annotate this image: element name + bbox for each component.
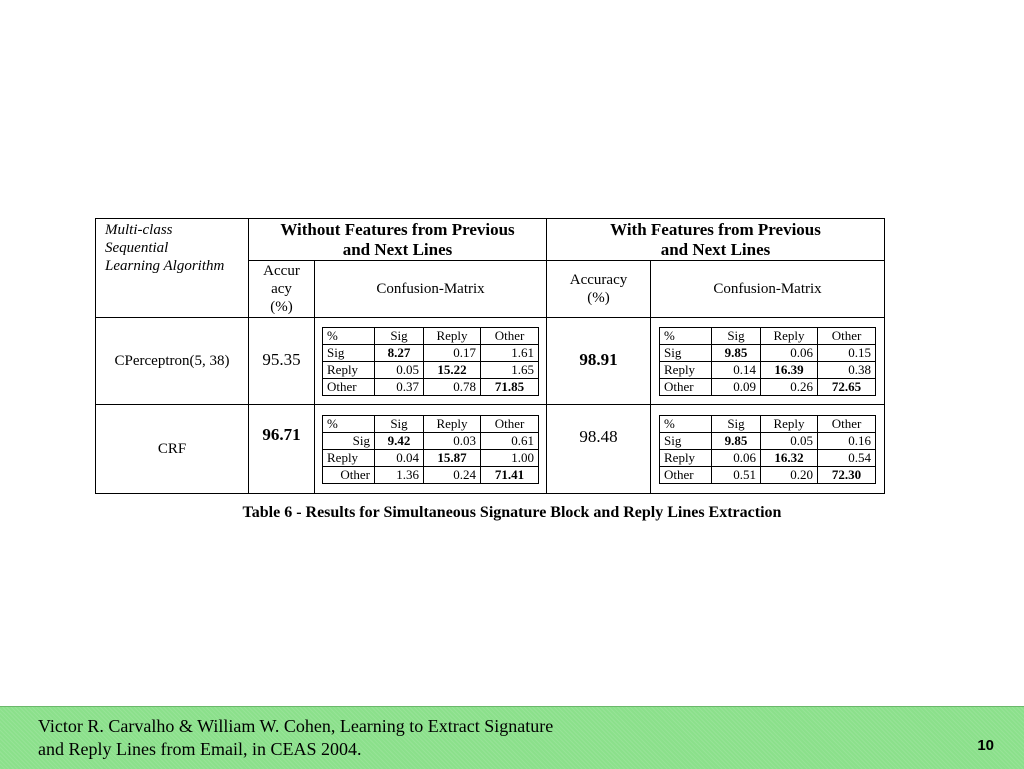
cm-value: 1.00	[481, 449, 539, 466]
cm-value: 16.39	[761, 361, 818, 378]
confusion-matrix-header-without: Confusion-Matrix	[315, 261, 547, 318]
slide-footer	[0, 706, 1024, 769]
cm-row-label: Sig	[323, 344, 375, 361]
cm-value: 0.38	[818, 361, 876, 378]
algo-header-line-3: Learning Algorithm	[105, 258, 225, 274]
cm-header-cell: Sig	[375, 327, 424, 344]
acc-without-line-3: (%)	[270, 299, 293, 315]
acc-without-line-2: acy	[271, 281, 292, 297]
cm-value: 0.09	[712, 378, 761, 395]
cm-value: 0.61	[481, 432, 539, 449]
citation-line-2: and Reply Lines from Email, in CEAS 2004.	[38, 739, 362, 759]
with-header-line-2: and Next Lines	[660, 239, 771, 259]
cm-value: 1.36	[375, 466, 424, 483]
confusion-matrix	[659, 415, 876, 484]
cm-row-label: Sig	[323, 432, 375, 449]
cm-value: 0.37	[375, 378, 424, 395]
cm-value: 0.05	[761, 432, 818, 449]
cm-value: 15.22	[424, 361, 481, 378]
row-cm-without-cell	[315, 318, 547, 405]
cm-value: 0.14	[712, 361, 761, 378]
cm-value: 72.30	[818, 466, 876, 483]
confusion-matrix-header-with: Confusion-Matrix	[651, 261, 885, 318]
cm-header-cell: Sig	[375, 415, 424, 432]
citation-line-1: Victor R. Carvalho & William W. Cohen, Learning to Extract Signature	[38, 716, 554, 736]
cm-row-label: Reply	[323, 449, 375, 466]
cm-value: 15.87	[424, 449, 481, 466]
cm-value: 0.04	[375, 449, 424, 466]
cm-row-label: Other	[323, 378, 375, 395]
cm-value: 1.61	[481, 344, 539, 361]
algorithm-column-header	[96, 219, 249, 318]
cm-header-cell: Other	[481, 415, 539, 432]
cm-header-cell: Reply	[761, 415, 818, 432]
row-accuracy-with: 98.91	[547, 318, 651, 405]
cm-row-label: Reply	[660, 361, 712, 378]
cm-header-cell: Other	[818, 327, 876, 344]
results-table-container	[95, 218, 884, 493]
cm-value: 16.32	[761, 449, 818, 466]
cm-row-label: Sig	[660, 344, 712, 361]
cm-header-cell: %	[660, 327, 712, 344]
algo-header-line-1: Multi-class	[105, 222, 173, 238]
algo-header-line-2: Sequential	[105, 240, 169, 256]
cm-value: 0.78	[424, 378, 481, 395]
cm-row-label: Sig	[660, 432, 712, 449]
citation	[38, 715, 553, 761]
row-algorithm-name: CRF	[96, 405, 249, 494]
cm-value: 0.06	[761, 344, 818, 361]
cm-header-cell: Reply	[761, 327, 818, 344]
cm-header-cell: Reply	[424, 415, 481, 432]
row-accuracy-without: 96.71	[249, 405, 315, 494]
with-features-header	[547, 219, 885, 261]
cm-header-cell: Sig	[712, 327, 761, 344]
cm-value: 1.65	[481, 361, 539, 378]
cm-value: 0.16	[818, 432, 876, 449]
without-features-header	[249, 219, 547, 261]
cm-value: 9.42	[375, 432, 424, 449]
cm-value: 0.15	[818, 344, 876, 361]
cm-value: 0.51	[712, 466, 761, 483]
row-accuracy-without: 95.35	[249, 318, 315, 405]
cm-value: 8.27	[375, 344, 424, 361]
cm-value: 0.03	[424, 432, 481, 449]
cm-value: 72.65	[818, 378, 876, 395]
cm-value: 0.54	[818, 449, 876, 466]
cm-value: 71.41	[481, 466, 539, 483]
acc-without-line-1: Accur	[263, 263, 300, 279]
row-cm-with-cell	[651, 405, 885, 494]
with-header-line-1: With Features from Previous	[610, 219, 821, 239]
cm-header-cell: %	[323, 327, 375, 344]
cm-header-cell: %	[660, 415, 712, 432]
cm-header-cell: Sig	[712, 415, 761, 432]
cm-row-label: Other	[323, 466, 375, 483]
cm-value: 0.05	[375, 361, 424, 378]
page-number: 10	[977, 737, 994, 754]
cm-value: 0.20	[761, 466, 818, 483]
table-row	[96, 405, 885, 494]
accuracy-header-with	[547, 261, 651, 318]
results-table	[95, 218, 885, 494]
without-header-line-2: and Next Lines	[342, 239, 453, 259]
cm-value: 0.06	[712, 449, 761, 466]
cm-value: 9.85	[712, 344, 761, 361]
table-caption	[0, 504, 1024, 522]
without-header-line-1: Without Features from Previous	[280, 219, 515, 239]
confusion-matrix	[322, 415, 539, 484]
cm-header-cell: Other	[818, 415, 876, 432]
cm-header-cell: Reply	[424, 327, 481, 344]
table-caption-text: Table 6 - Results for Simultaneous Signature Block and Reply Lines Extraction	[242, 504, 782, 521]
table-row	[96, 318, 885, 405]
row-accuracy-with: 98.48	[547, 405, 651, 494]
row-cm-without-cell	[315, 405, 547, 494]
cm-header-cell: Other	[481, 327, 539, 344]
cm-value: 0.26	[761, 378, 818, 395]
row-algorithm-name: CPerceptron(5, 38)	[96, 318, 249, 405]
cm-header-cell: %	[323, 415, 375, 432]
cm-row-label: Reply	[323, 361, 375, 378]
cm-value: 71.85	[481, 378, 539, 395]
acc-with-line-1: Accuracy	[569, 272, 628, 288]
confusion-matrix	[659, 327, 876, 396]
cm-row-label: Reply	[660, 449, 712, 466]
cm-row-label: Other	[660, 378, 712, 395]
cm-value: 0.24	[424, 466, 481, 483]
cm-row-label: Other	[660, 466, 712, 483]
confusion-matrix	[322, 327, 539, 396]
acc-with-line-2: (%)	[587, 290, 610, 306]
row-cm-with-cell	[651, 318, 885, 405]
cm-value: 0.17	[424, 344, 481, 361]
accuracy-header-without	[249, 261, 315, 318]
cm-value: 9.85	[712, 432, 761, 449]
